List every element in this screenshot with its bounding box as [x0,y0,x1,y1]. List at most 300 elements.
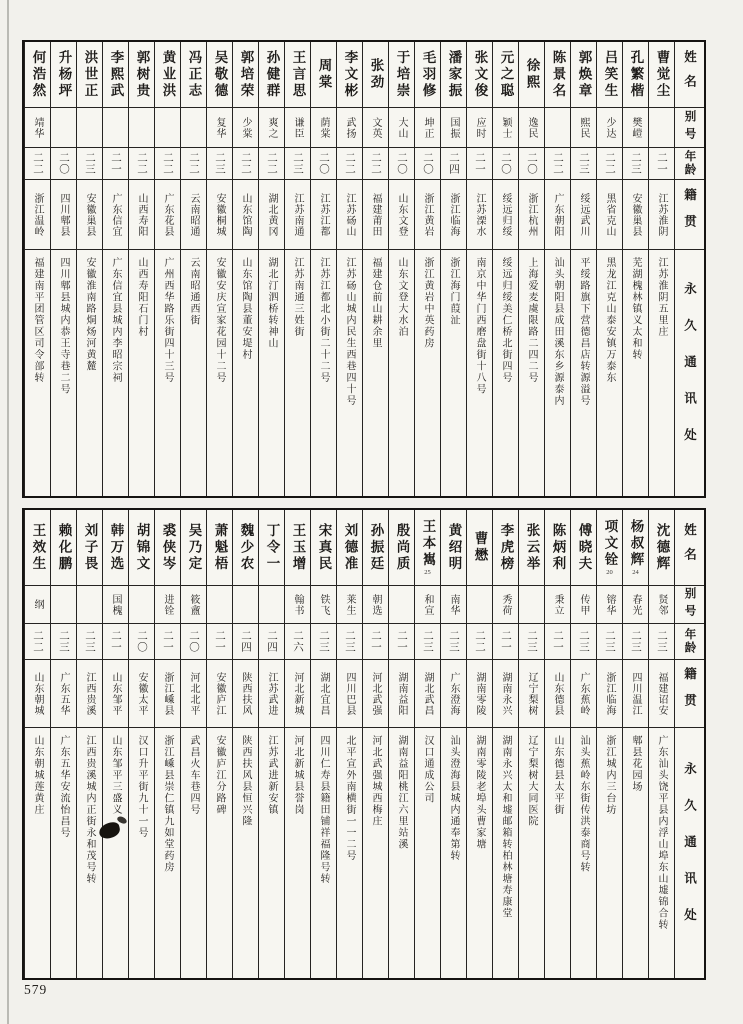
alias-cell [415,586,440,624]
address-cell [337,250,362,496]
person-column [648,42,674,496]
alias-cell-text: 复华 [214,116,225,139]
alias-cell [363,108,388,148]
name-cell-text: 徐熙 [524,58,540,91]
native-place-cell [285,660,310,728]
address-cell-text: 南京中华门西磨盘街十八号 [474,257,485,395]
alias-cell [311,108,336,148]
age-cell [181,624,206,660]
person-column [154,510,180,978]
address-cell-text: 广东汕头饶平县内浮山埠东山墟锦合转 [656,735,667,931]
name-cell-text: 陈景名 [550,49,566,100]
alias-cell [129,586,154,624]
name-cell-text: 丁令一 [264,522,280,573]
address-cell [311,250,336,496]
age-cell [155,148,180,180]
col-header-name-label: 姓名 [682,523,697,572]
name-cell [259,42,284,108]
age-cell-text: 二四 [448,152,459,175]
name-cell-text: 项文铨 [602,518,618,569]
address-cell [389,728,414,978]
name-footnote: 20 [606,569,613,577]
name-cell-text: 孔繁楷 [628,49,644,100]
native-place-cell [259,180,284,250]
alias-cell-text: 樊嵦 [630,116,641,139]
age-cell [597,148,622,180]
col-header-alias-label: 别号 [683,110,696,145]
age-cell [337,148,362,180]
alias-cell [415,108,440,148]
age-cell [207,148,232,180]
age-cell-text: 二三 [344,630,355,653]
name-cell-text: 王本嶲 [420,518,436,569]
address-cell-text: 浙江海门葭沚 [448,257,459,326]
directory-table-bottom [22,508,706,980]
address-cell-text: 福建仓前山耕余里 [370,257,381,349]
col-header-native [675,180,704,250]
age-cell-text: 二一 [162,630,173,653]
address-cell-text: 汕头朝阳县成田溪东乡源泰内 [552,257,563,407]
address-cell-text: 平绥路旗下营德昌店转源溢号 [578,257,589,407]
age-cell [337,624,362,660]
native-place-cell-text: 安徽太平 [136,671,147,716]
address-cell-text: 上海爱麦虞限路二四二号 [526,257,537,384]
col-header-native-label: 籍贯 [682,188,697,241]
age-cell-text: 二二 [188,152,199,175]
name-cell [207,510,232,586]
name-cell-text: 吕笑生 [602,49,618,100]
name-cell [467,42,492,108]
person-column [76,510,102,978]
age-cell-text: 二三 [214,152,225,175]
age-cell [259,148,284,180]
alias-cell-text: 国槐 [110,593,121,616]
address-cell [493,250,518,496]
alias-cell [649,108,674,148]
native-place-cell [311,180,336,250]
name-cell [493,510,518,586]
name-cell-text: 曹懋 [472,531,488,564]
native-place-cell [467,660,492,728]
alias-cell-text: 秉立 [552,593,563,616]
native-place-cell-text: 四川温江 [630,671,641,716]
age-cell-text: 二二 [474,630,485,653]
name-cell-text: 何浩然 [30,49,46,100]
alias-cell-text: 国振 [448,116,459,139]
person-column [492,42,518,496]
native-place-cell-text: 湖北宜昌 [318,671,329,716]
age-cell-text: 二〇 [58,152,69,175]
native-place-cell [129,660,154,728]
age-cell [649,624,674,660]
native-place-cell-text: 浙江杭州 [526,192,537,237]
person-column [180,510,206,978]
person-column [518,510,544,978]
native-place-cell-text: 河北新城 [292,671,303,716]
alias-cell [337,586,362,624]
age-cell-text: 二一 [500,630,511,653]
native-place-cell-text: 广东花县 [162,192,173,237]
native-place-cell [441,660,466,728]
native-place-cell-text: 山东邹平 [110,671,121,716]
address-cell-text: 辽宁梨树大同医院 [526,735,537,827]
address-cell-text: 湖北汀泗桥转神山 [266,257,277,349]
name-cell [363,510,388,586]
alias-cell-text: 贤邻 [656,593,667,616]
alias-cell [285,586,310,624]
address-cell-text: 福建南平团管区司令部转 [32,257,43,384]
age-cell-text: 二〇 [500,152,511,175]
age-cell [25,624,50,660]
address-cell-text: 山东朝城莲黄庄 [32,735,43,816]
address-cell [519,728,544,978]
name-cell-text: 张劲 [368,58,384,91]
age-cell [233,148,258,180]
name-cell-text: 元之聪 [498,49,514,100]
address-cell [259,728,284,978]
address-cell-text: 汉口升平街九十一号 [136,735,147,839]
address-cell [545,250,570,496]
native-place-cell-text: 陕西扶风 [240,671,251,716]
native-place-cell [233,660,258,728]
native-place-cell [51,660,76,728]
col-header-native [675,660,704,728]
name-cell [545,42,570,108]
name-cell-text: 沈德辉 [654,522,670,573]
age-cell-text: 二二 [240,152,251,175]
age-cell [519,624,544,660]
native-place-cell-text: 绥远归绥 [500,192,511,237]
person-column [206,42,232,496]
age-cell [233,624,258,660]
name-cell-text: 傅晓夫 [576,522,592,573]
name-cell [155,510,180,586]
native-place-cell-text: 安徽巢县 [84,192,95,237]
name-cell [25,42,50,108]
native-place-cell-text: 浙江温岭 [32,192,43,237]
native-place-cell [493,180,518,250]
person-column [24,510,50,978]
name-cell [649,510,674,586]
name-cell-text: 杨叔辉 [628,518,644,569]
address-cell-text: 四川郫县城内恭王寺巷二号 [58,257,69,395]
address-cell [649,728,674,978]
address-cell-text: 芜湖槐林镇义太和转 [630,257,641,361]
alias-cell-text: 朝选 [370,593,381,616]
name-cell [259,510,284,586]
name-cell-text: 郭焕章 [576,49,592,100]
name-cell [597,42,622,108]
alias-cell [571,586,596,624]
person-column [362,510,388,978]
native-place-cell [103,660,128,728]
alias-cell [181,586,206,624]
name-cell [623,510,648,586]
alias-cell-text: 春光 [630,593,641,616]
name-cell-text: 冯正志 [186,49,202,100]
address-cell-text: 河北武强城西梅庄 [370,735,381,827]
person-column [492,510,518,978]
alias-cell-text: 进铨 [162,593,173,616]
age-cell-text: 二二 [344,152,355,175]
native-place-cell [519,180,544,250]
alias-cell [103,586,128,624]
name-cell-text: 黄业洪 [160,49,176,100]
age-cell-text: 二二 [552,152,563,175]
native-place-cell [233,180,258,250]
name-cell-text: 李熙武 [108,49,124,100]
age-cell-text: 二二 [136,152,147,175]
age-cell-text: 二二 [266,152,277,175]
age-cell-text: 二一 [214,630,225,653]
name-cell-text: 孙振廷 [368,522,384,573]
alias-cell [77,586,102,624]
address-cell-text: 武昌火车巷四号 [188,735,199,816]
name-cell-text: 李虎榜 [498,522,514,573]
alias-cell [545,586,570,624]
alias-cell [519,108,544,148]
name-cell-text: 魏少农 [238,522,254,573]
person-column [622,510,648,978]
address-cell [623,728,648,978]
native-place-cell-text: 浙江临海 [448,192,459,237]
address-cell [129,728,154,978]
native-place-cell-text: 江苏溧水 [474,192,485,237]
native-place-cell [155,180,180,250]
address-cell [181,728,206,978]
address-cell [441,728,466,978]
name-cell [285,510,310,586]
native-place-cell [77,660,102,728]
alias-cell [259,586,284,624]
address-cell [337,728,362,978]
address-cell-text: 广东五华安流怡昌号 [58,735,69,839]
native-place-cell [597,660,622,728]
person-column [596,510,622,978]
age-cell [25,148,50,180]
address-cell-text: 江苏江都北小街二十二号 [318,257,329,384]
native-place-cell [103,180,128,250]
native-place-cell [285,180,310,250]
col-header-name-label: 姓名 [682,50,697,99]
name-cell-text: 升杨坪 [56,49,72,100]
col-header-address-label: 永久通讯处 [682,281,697,465]
age-cell [389,148,414,180]
address-cell [25,250,50,496]
address-cell-text: 江苏淮阴五里庄 [656,257,667,338]
alias-cell [77,108,102,148]
col-header-address [675,728,704,978]
address-cell-text: 山东馆陶县董安堤村 [240,257,251,361]
address-cell [415,250,440,496]
native-place-cell [129,180,154,250]
name-cell [623,42,648,108]
native-place-cell-text: 湖北武昌 [422,671,433,716]
age-cell [129,624,154,660]
address-cell [363,250,388,496]
alias-cell [493,108,518,148]
address-cell-text: 山东邹平三盛义 [110,735,121,816]
alias-cell [129,108,154,148]
name-footnote: 25 [424,569,431,577]
person-column [284,510,310,978]
address-cell-text: 安徽安庆宣家花园十二号 [214,257,225,384]
age-cell [415,624,440,660]
address-cell-text: 北平宣外南横街一一二号 [344,735,355,862]
person-column [180,42,206,496]
alias-cell [311,586,336,624]
person-column [310,42,336,496]
name-cell [311,510,336,586]
alias-cell-text: 莱生 [344,593,355,616]
alias-cell [233,586,258,624]
address-cell [181,250,206,496]
name-cell [571,42,596,108]
person-column [570,510,596,978]
alias-cell-text: 逸民 [526,116,537,139]
address-cell-text: 江苏南通三姓街 [292,257,303,338]
native-place-cell [571,180,596,250]
alias-cell [285,108,310,148]
page-number: 579 [24,982,48,997]
alias-cell [103,108,128,148]
native-place-cell [493,660,518,728]
col-header-age [675,624,704,660]
native-place-cell [415,180,440,250]
alias-cell [623,108,648,148]
age-cell [493,624,518,660]
native-place-cell-text: 江苏武进 [266,671,277,716]
address-cell [285,250,310,496]
alias-cell [441,586,466,624]
name-cell [77,42,102,108]
alias-cell-text: 纲 [32,599,43,610]
native-place-cell [519,660,544,728]
person-column [544,42,570,496]
native-place-cell-text: 山东德县 [552,671,563,716]
address-cell [415,728,440,978]
person-column [50,510,76,978]
address-cell [597,250,622,496]
name-cell [181,42,206,108]
native-place-cell-text: 山东文登 [396,192,407,237]
alias-cell [597,586,622,624]
name-cell [545,510,570,586]
person-column [232,42,258,496]
col-header-age-label: 年龄 [683,150,696,177]
alias-cell-text: 文英 [370,116,381,139]
age-cell-text: 二一 [110,152,121,175]
address-cell [207,250,232,496]
page-edge-line [7,0,9,1024]
age-cell-text: 二三 [630,152,641,175]
native-place-cell-text: 广东朝阳 [552,192,563,237]
age-cell-text: 二二 [32,630,43,653]
col-header-alias [675,586,704,624]
age-cell [389,624,414,660]
name-cell [493,42,518,108]
native-place-cell [389,180,414,250]
address-cell [389,250,414,496]
alias-cell [233,108,258,148]
name-cell [415,42,440,108]
native-place-cell [25,660,50,728]
address-cell [155,250,180,496]
name-cell [441,42,466,108]
name-cell-text: 韩万选 [108,522,124,573]
address-cell-text: 汉口通成公司 [422,735,433,804]
native-place-cell [467,180,492,250]
directory-table-top [22,40,706,498]
alias-cell [155,108,180,148]
age-cell [155,624,180,660]
native-place-cell-text: 山东朝城 [32,671,43,716]
address-cell [233,728,258,978]
col-header-alias-label: 别号 [683,587,696,622]
address-cell [545,728,570,978]
age-cell [51,624,76,660]
address-cell-text: 山西寿阳石门村 [136,257,147,338]
native-place-cell [155,660,180,728]
native-place-cell [337,660,362,728]
name-cell [25,510,50,586]
address-cell-text: 四川仁寿县籍田铺祥福隆号转 [318,735,329,885]
age-cell-text: 二三 [318,630,329,653]
name-cell-text: 毛羽修 [420,49,436,100]
address-cell-text: 江苏砀山城内民生西巷四十号 [344,257,355,407]
person-column [336,42,362,496]
name-cell [415,510,440,586]
alias-cell-text: 南华 [448,593,459,616]
person-column [24,42,50,496]
alias-cell [363,586,388,624]
native-place-cell [545,180,570,250]
native-place-cell-text: 广东蕉岭 [578,671,589,716]
name-cell-text: 李文彬 [342,49,358,100]
age-cell-text: 二一 [370,630,381,653]
name-cell [51,510,76,586]
age-cell [441,148,466,180]
age-cell-text: 二一 [656,152,667,175]
age-cell-text: 二三 [422,630,433,653]
name-cell [129,42,154,108]
person-column [414,510,440,978]
name-cell-text: 宋真民 [316,522,332,573]
age-cell-text: 二〇 [188,630,199,653]
alias-cell-text: 铁飞 [318,593,329,616]
col-header-name [675,510,704,586]
age-cell [129,148,154,180]
person-column [76,42,102,496]
native-place-cell-text: 江苏南通 [292,192,303,237]
name-cell [129,510,154,586]
native-place-cell-text: 安徽巢县 [630,192,641,237]
address-cell-text: 湖南零陵老埠头曹家塘 [474,735,485,850]
person-column [518,42,544,496]
age-cell [103,148,128,180]
name-cell-text: 张文俊 [472,49,488,100]
alias-cell-text: 少达 [604,116,615,139]
name-cell [597,510,622,586]
native-place-cell [311,660,336,728]
name-cell [103,42,128,108]
person-column [466,510,492,978]
age-cell [285,148,310,180]
name-cell-text: 王玉增 [290,522,306,573]
col-header-address [675,250,704,496]
name-cell-text: 郭培荣 [238,49,254,100]
alias-cell [25,586,50,624]
